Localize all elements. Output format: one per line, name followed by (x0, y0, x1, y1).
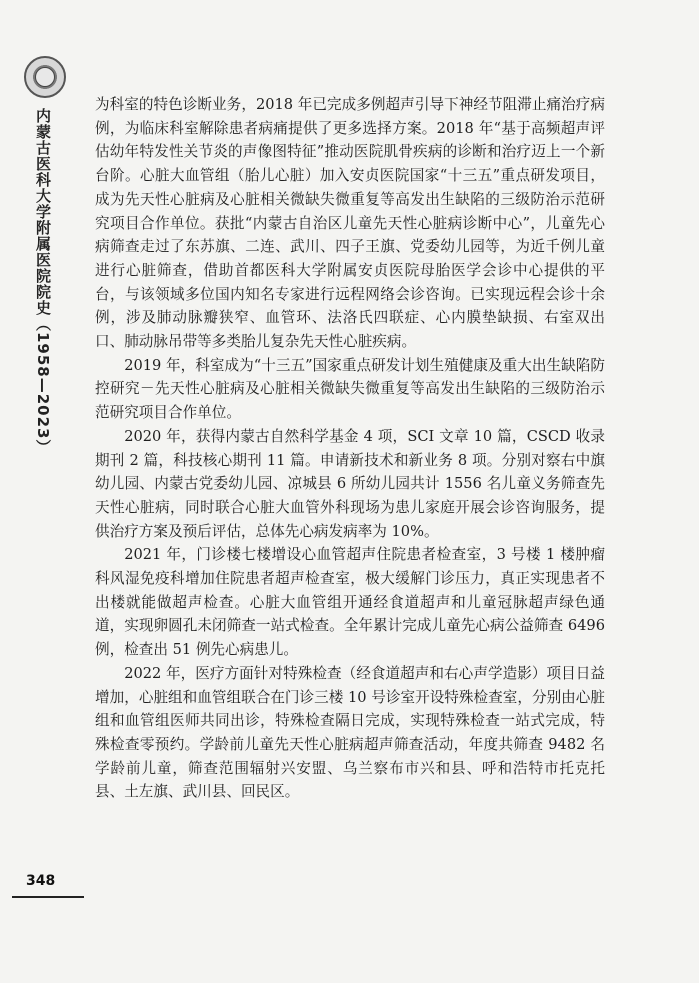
page-body (95, 93, 605, 804)
paragraph-2021: 2021 年，门诊楼七楼增设心血管超声住院患者检查室，3 号楼 1 楼肿瘤科风湿免疫科增加住院患者超声检查室，极大缓解门诊压力，真正实现患者不出楼就能做超声检查。心脏大血管组开通经食道超声和儿童冠脉超声绿色通道，实现卵圆孔未闭筛查一站式检查。全年累计完成儿童先心病公益筛查 6496 例，检查出 51 例先心病患儿。 (95, 546, 605, 659)
paragraph-2019: 2019 年，科室成为“十三五”国家重点研发计划生殖健康及重大出生缺陷防控研究－先天性心脏病及心脏相关微缺失微重复等高发出生缺陷的三级防治示范研究项目合作单位。 (95, 356, 605, 422)
footer-rule (12, 896, 84, 898)
paragraph-2022: 2022 年，医疗方面针对特殊检查（经食道超声和右心声学造影）项目日益增加，心脏组和血管组联合在门诊三楼 10 号诊室开设特殊检查室，分别由心脏组和血管组医师共同出诊，特殊检查隔日完成，实现特殊检查一站式完成，特殊检查零预约。学龄前儿童先天性心脏病超声筛查活动，年度共筛查 9482 名学龄前儿童，筛查范围辐射兴安盟、乌兰察布市兴和县、呼和浩特市托克托县、土左旗、武川县、回民区。 (95, 664, 605, 801)
university-seal-logo (24, 56, 66, 98)
paragraph-2020: 2020 年，获得内蒙古自然科学基金 4 项，SCI 文章 10 篇，CSCD 收录期刊 2 篇，科技核心期刊 11 篇。申请新技术和新业务 8 项。分别对察右中旗幼儿园、内蒙古党委幼儿园、凉城县 6 所幼儿园共计 1556 名儿童义务筛查先天性心脏病，同时联合心脏大血管外科现场为患儿家庭开展会诊咨询服务，提供治疗方案及预后评估，总体先心病发病率为 10%。 (95, 427, 605, 540)
seal-emblem (35, 67, 55, 87)
paragraph-continuation: 为科室的特色诊断业务，2018 年已完成多例超声引导下神经节阻滞止痛治疗病例，为临床科室解除患者病痛提供了更多选择方案。2018 年“基于高频超声评估幼年特发性关节炎的声像图特征”推动医院肌骨疾病的诊断和治疗迈上一个新台阶。心脏大血管组（胎儿心脏）加入安贞医院国家“十三五”重点研发项目，成为先天性心脏病及心脏相关微缺失微重复等高发出生缺陷的三级防治示范研究项目合作单位。获批“内蒙古自治区儿童先天性心脏病诊断中心”，儿童先心病筛查走过了东苏旗、二连、武川、四子王旗、党委幼儿园等，为近千例儿童进行心脏筛查，借助首都医科大学附属安贞医院母胎医学会诊中心提供的平台，与该领域多位国内知名专家进行远程网络会诊咨询。已实现远程会诊十余例，涉及肺动脉瓣狭窄、血管环、法洛氏四联症、心内膜垫缺损、右室双出口、肺动脉吊带等多类胎儿复杂先天性心脏疾病。 (95, 96, 605, 351)
page-number: 348 (26, 873, 56, 889)
book-title-vertical: 内蒙古医科大学附属医院院史（1958—2023） (34, 108, 52, 456)
running-header-sidebar (18, 56, 78, 816)
